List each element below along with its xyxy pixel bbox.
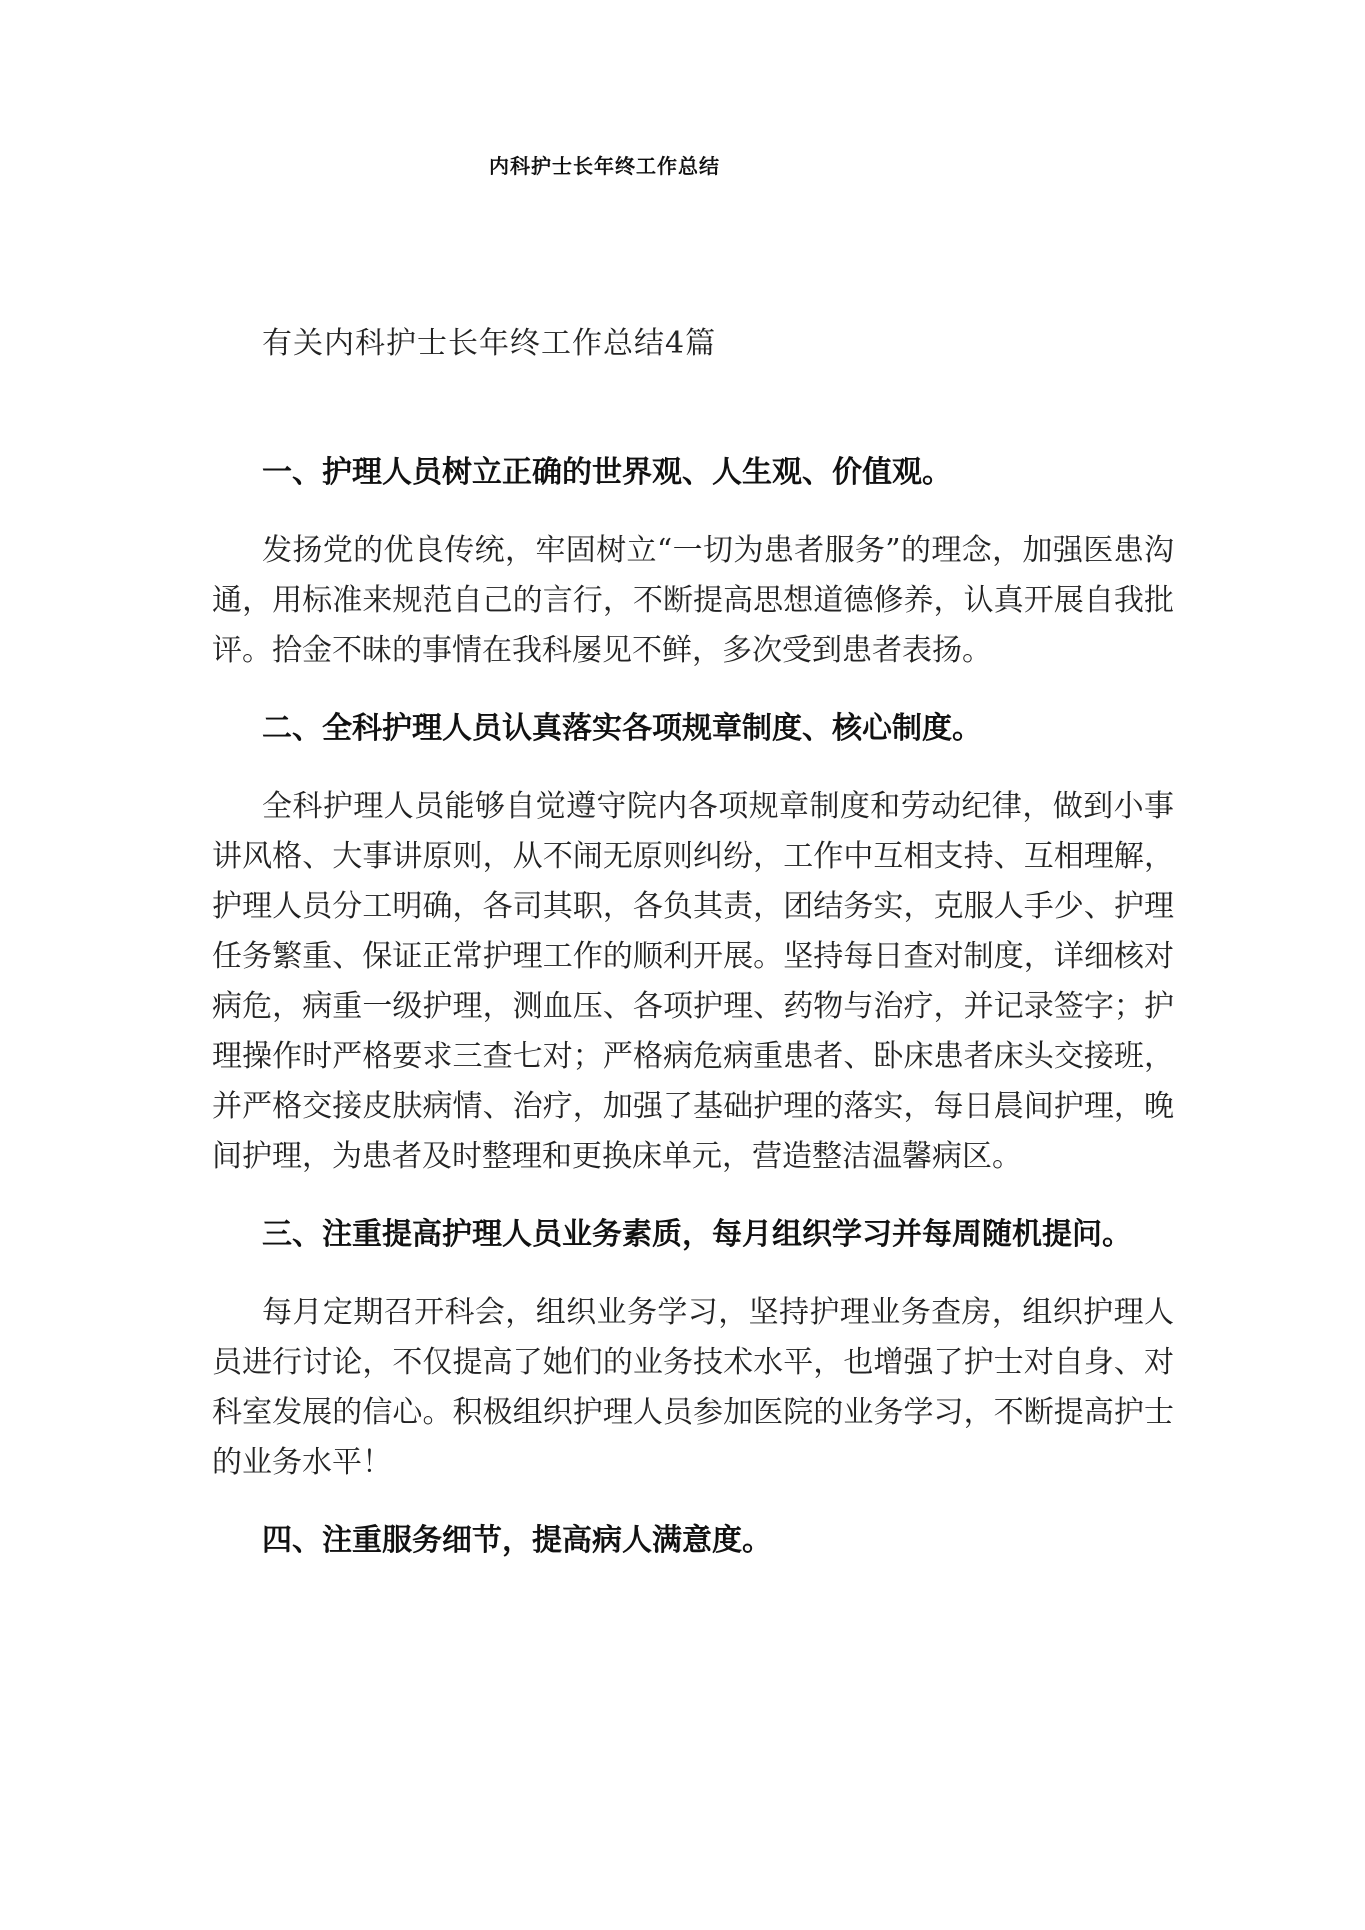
running-header-title: 内科护士长年终工作总结 [489,154,720,178]
document-title: 有关内科护士长年终工作总结4篇 [262,326,717,361]
section-heading-1: 一、护理人员树立正确的世界观、人生观、价值观。 [262,455,952,490]
section-paragraph-2: 全科护理人员能够自觉遵守院内各项规章制度和劳动纪律，做到小事讲风格、大事讲原则，从不闹无原则纠纷，工作中互相支持、互相理解，护理人员分工明确，各司其职，各负其责，团结务实，克服人手少、护理任务繁重、保证正常护理工作的顺利开展。坚持每日查对制度，详细核对病危，病重一级护理，测血压、各项护理、药物与治疗，并记录签字；护理操作时严格要求三查七对；严格病危病重患者、卧床患者床头交接班，并严格交接皮肤病情、治疗，加强了基础护理的落实，每日晨间护理，晚间护理，为患者及时整理和更换床单元，营造整洁温馨病区。 [212,789,1174,1174]
section-paragraph-3: 每月定期召开科会，组织业务学习，坚持护理业务查房，组织护理人员进行讨论，不仅提高了她们的业务技术水平，也增强了护士对自身、对科室发展的信心。积极组织护理人员参加医院的业务学习，不断提高护士的业务水平！ [212,1295,1174,1480]
section-paragraph-1: 发扬党的优良传统，牢固树立“一切为患者服务”的理念，加强医患沟通，用标准来规范自己的言行，不断提高思想道德修养，认真开展自我批评。拾金不昧的事情在我科屡见不鲜，多次受到患者表扬。 [212,533,1174,668]
section-heading-4: 四、注重服务细节，提高病人满意度。 [262,1523,772,1558]
section-heading-2: 二、全科护理人员认真落实各项规章制度、核心制度。 [262,711,982,746]
section-heading-3: 三、注重提高护理人员业务素质，每月组织学习并每周随机提问。 [262,1217,1132,1252]
document-body [212,448,1174,1594]
